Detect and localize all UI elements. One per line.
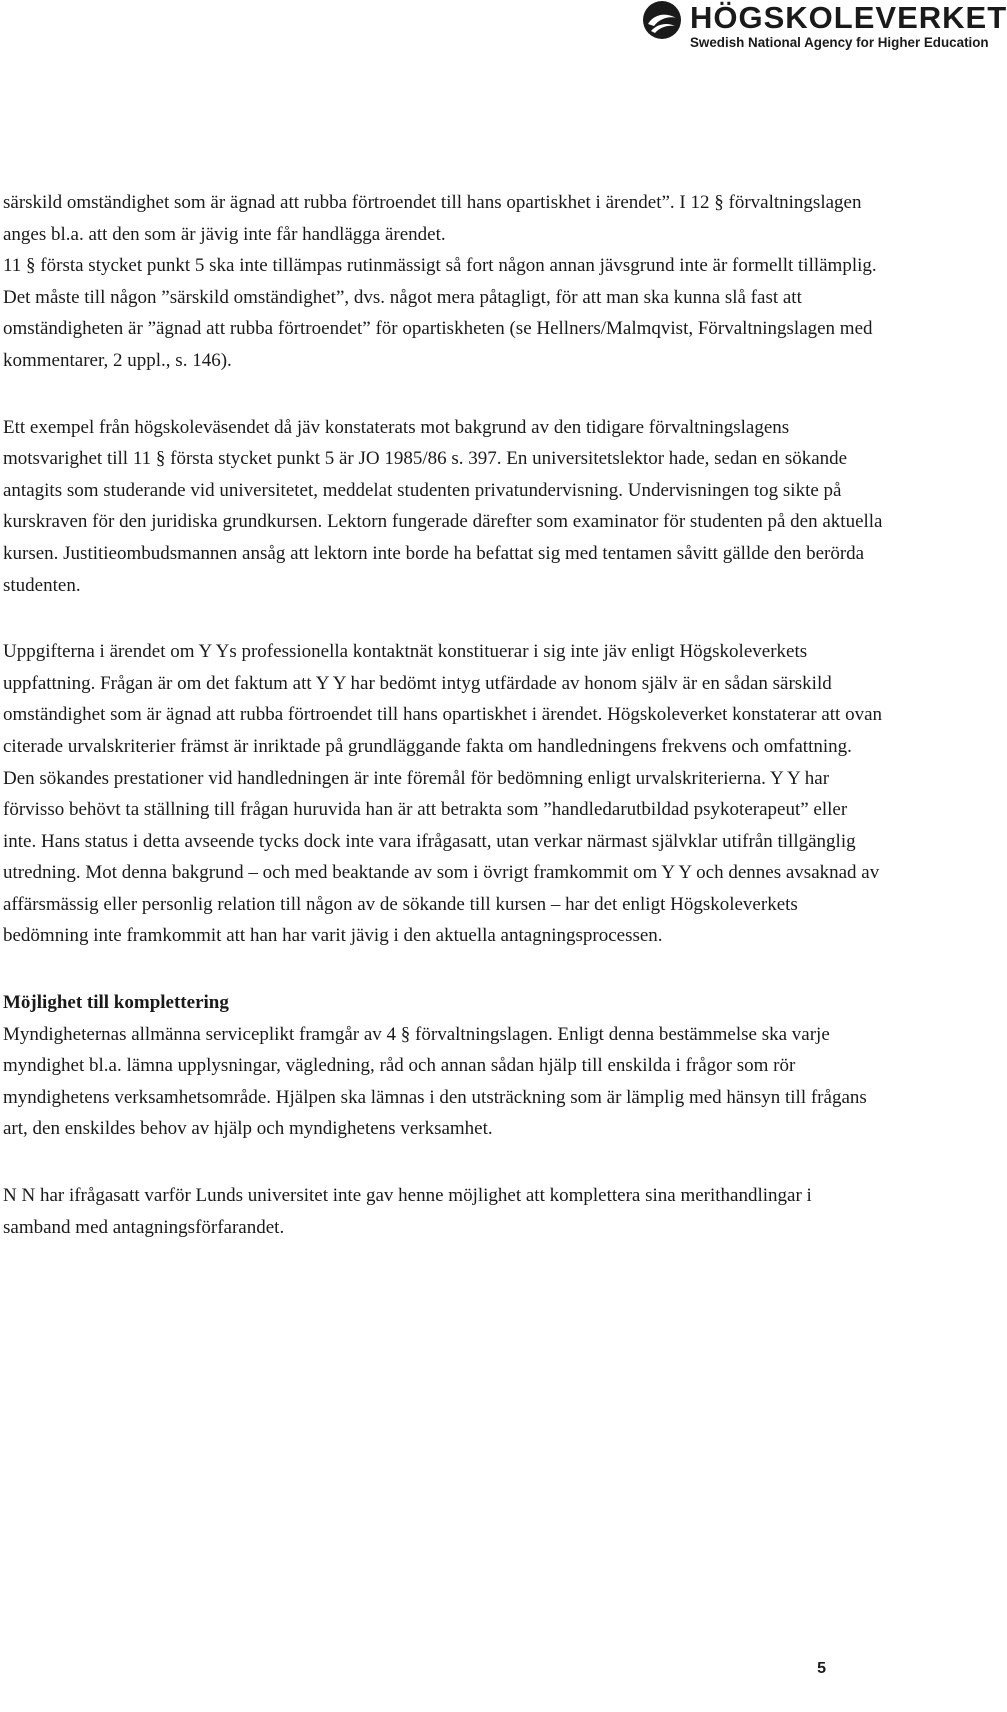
logo-tagline: Swedish National Agency for Higher Education: [690, 35, 989, 50]
paragraph-2: 11 § första stycket punkt 5 ska inte tillämpas rutinmässigt så fort någon annan jävsgrund inte är formellt tillämplig. Det måste till någon ”särskild omständighet”, dvs. något mera påtagligt, för att man ska kunna slå fast att omständigheten är ”ägnad att rubba förtroendet” för opartiskheten (se Hellners/Malmqvist, Förvaltningslagen med kommentarer, 2 uppl., s. 146).: [3, 255, 877, 371]
section-heading: Möjlighet till komplettering: [3, 992, 229, 1014]
page-header: [620, 0, 1007, 60]
paragraph-gap: [3, 952, 883, 987]
paragraph-gap: [3, 1145, 883, 1180]
paragraph-gap: [3, 377, 883, 412]
paragraph-1: särskild omständighet som är ägnad att rubba förtroendet till hans opartiskhet i ärendet”. I 12 § förvaltningslagen anges bl.a. att den som är jävig inte får handlägga ärendet.: [3, 192, 862, 245]
logo-name: HÖGSKOLEVERKET: [690, 0, 1007, 35]
hsv-crest-icon: [642, 0, 682, 40]
paragraph-gap: [3, 601, 883, 636]
paragraph-4: Uppgifterna i ärendet om Y Ys professionella kontaktnät konstituerar i sig inte jäv enligt Högskoleverkets uppfattning. Frågan är om det faktum att Y Y har bedömt intyg utfärdade av honom själv är en sådan särskild omständighet som är ägnad att rubba förtroendet till hans opartiskhet i ärendet. Högskoleverket konstaterar att ovan citerade urvalskriterier främst är inriktade på grundläggande fakta om handledningens frekvens och omfattning. Den sökandes prestationer vid handledningen är inte föremål för bedömning enligt urvalskriterierna. Y Y har förvisso behövt ta ställning till frågan huruvida han är att betrakta som ”handledarutbildad psykoterapeut” eller inte. Hans status i detta avseende tycks dock inte vara ifrågasatt, utan verkar närmast självklar utifrån tillgänglig utredning. Mot denna bakgrund – och med beaktande av som i övrigt framkommit om Y Y och dennes avsaknad av affärsmässig eller personlig relation till någon av de sökande till kursen – har det enligt Högskoleverkets bedömning inte framkommit att han har varit jävig i den aktuella antagningsprocessen.: [3, 641, 883, 947]
document-body: [3, 187, 883, 1243]
paragraph-6: N N har ifrågasatt varför Lunds universitet inte gav henne möjlighet att komplettera sina merithandlingar i samband med antagningsförfarandet.: [3, 1185, 812, 1238]
paragraph-5: Myndigheternas allmänna serviceplikt framgår av 4 § förvaltningslagen. Enligt denna bestämmelse ska varje myndighet bl.a. lämna upplysningar, vägledning, råd och annan sådan hjälp till enskilda i frågor som rör myndighetens verksamhetsområde. Hjälpen ska lämnas i den utsträckning som är lämplig med hänsyn till frågans art, den enskildes behov av hjälp och myndighetens verksamhet.: [3, 1023, 867, 1140]
page-number: 5: [817, 1660, 826, 1677]
paragraph-3: Ett exempel från högskoleväsendet då jäv konstaterats mot bakgrund av den tidigare förvaltningslagens motsvarighet till 11 § första stycket punkt 5 är JO 1985/86 s. 397. En universitetslektor hade, sedan en sökande antagits som studerande vid universitetet, meddelat studenten privatundervisning. Undervisningen tog sikte på kurskraven för den juridiska grundkursen. Lektorn fungerade därefter som examinator för studenten på den aktuella kursen. Justitieombudsmannen ansåg att lektorn inte borde ha befattat sig med tentamen såvitt gällde den berörda studenten.: [3, 416, 883, 596]
